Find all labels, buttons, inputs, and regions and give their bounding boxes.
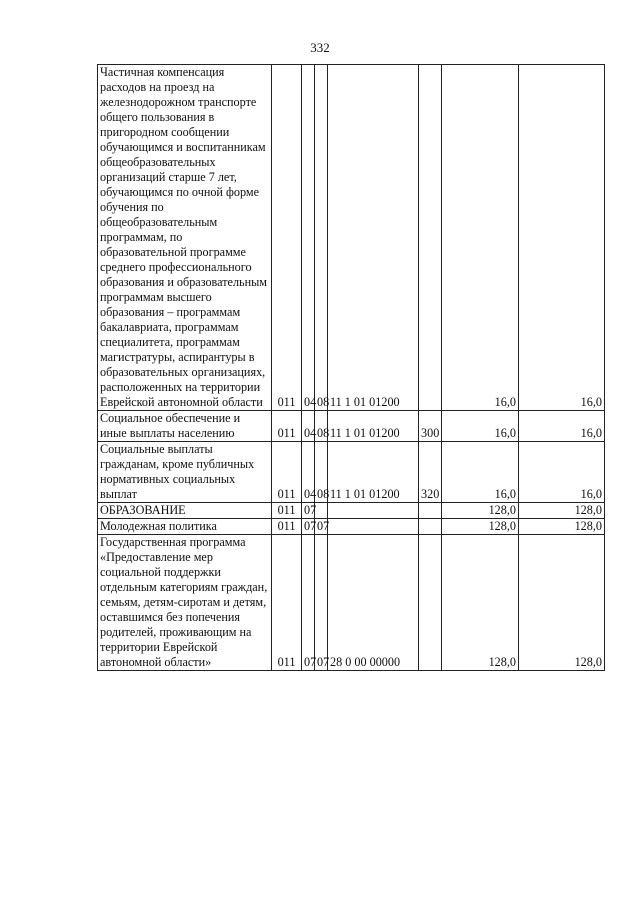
grbs-cell: 011 [272, 519, 302, 535]
subsection-cell: 08 [315, 442, 328, 503]
table-row [98, 442, 605, 503]
subsection-cell: 07 [315, 535, 328, 671]
target-article-cell: 11 1 01 01200 [328, 442, 419, 503]
table-row [98, 65, 605, 411]
row-name: Молодежная политика [98, 519, 272, 535]
expense-type-cell [419, 519, 442, 535]
amount-year1-cell: 128,0 [442, 519, 519, 535]
expense-type-cell: 320 [419, 442, 442, 503]
expense-type-cell [419, 65, 442, 411]
target-article-cell: 11 1 01 01200 [328, 65, 419, 411]
subsection-cell: 07 [315, 519, 328, 535]
target-article-cell [328, 503, 419, 519]
amount-year2-cell: 16,0 [519, 65, 605, 411]
grbs-cell: 011 [272, 65, 302, 411]
row-name: Государственная программа «Предоставление мер социальной поддержки отдельным категориям граждан, семьям, детям-сиротам и детям, оставшимся без попечения родителей, проживающим на территории Еврейской автономной области» [98, 535, 272, 671]
table-row [98, 535, 605, 671]
grbs-cell: 011 [272, 442, 302, 503]
amount-year2-cell: 128,0 [519, 503, 605, 519]
amount-year2-cell: 128,0 [519, 535, 605, 671]
amount-year2-cell: 128,0 [519, 519, 605, 535]
expense-type-cell: 300 [419, 411, 442, 442]
amount-year1-cell: 128,0 [442, 535, 519, 671]
grbs-cell: 011 [272, 503, 302, 519]
table-row [98, 411, 605, 442]
row-name: Социальные выплаты гражданам, кроме публичных нормативных социальных выплат [98, 442, 272, 503]
section-cell: 04 [302, 411, 315, 442]
amount-year2-cell: 16,0 [519, 411, 605, 442]
section-cell: 04 [302, 442, 315, 503]
expense-type-cell [419, 503, 442, 519]
row-name: Частичная компенсация расходов на проезд на железнодорожном транспорте общего пользования в пригородном сообщении обучающимся и воспитанникам общеобразовательных организаций старше 7 лет, обучающимся по очной форме обучения по общеобразовательным программам, по образовательной программе среднего профессионального образования и образовательным программам высшего образования – программам бакалавриата, программам специалитета, программам магистратуры, аспирантуры в образовательных организациях, расположенных на территории Еврейской автономной области [98, 65, 272, 411]
amount-year1-cell: 16,0 [442, 442, 519, 503]
budget-table [97, 64, 605, 671]
page-number: 332 [310, 40, 330, 55]
row-name: Социальное обеспечение и иные выплаты населению [98, 411, 272, 442]
amount-year1-cell: 16,0 [442, 65, 519, 411]
expense-type-cell [419, 535, 442, 671]
section-cell: 04 [302, 65, 315, 411]
amount-year1-cell: 128,0 [442, 503, 519, 519]
amount-year1-cell: 16,0 [442, 411, 519, 442]
table-row [98, 503, 605, 519]
table-row [98, 519, 605, 535]
section-cell: 07 [302, 503, 315, 519]
target-article-cell: 28 0 00 00000 [328, 535, 419, 671]
section-cell: 07 [302, 535, 315, 671]
section-cell: 07 [302, 519, 315, 535]
target-article-cell [328, 519, 419, 535]
grbs-cell: 011 [272, 535, 302, 671]
grbs-cell: 011 [272, 411, 302, 442]
subsection-cell [315, 503, 328, 519]
target-article-cell: 11 1 01 01200 [328, 411, 419, 442]
subsection-cell: 08 [315, 411, 328, 442]
row-name: ОБРАЗОВАНИЕ [98, 503, 272, 519]
subsection-cell: 08 [315, 65, 328, 411]
amount-year2-cell: 16,0 [519, 442, 605, 503]
